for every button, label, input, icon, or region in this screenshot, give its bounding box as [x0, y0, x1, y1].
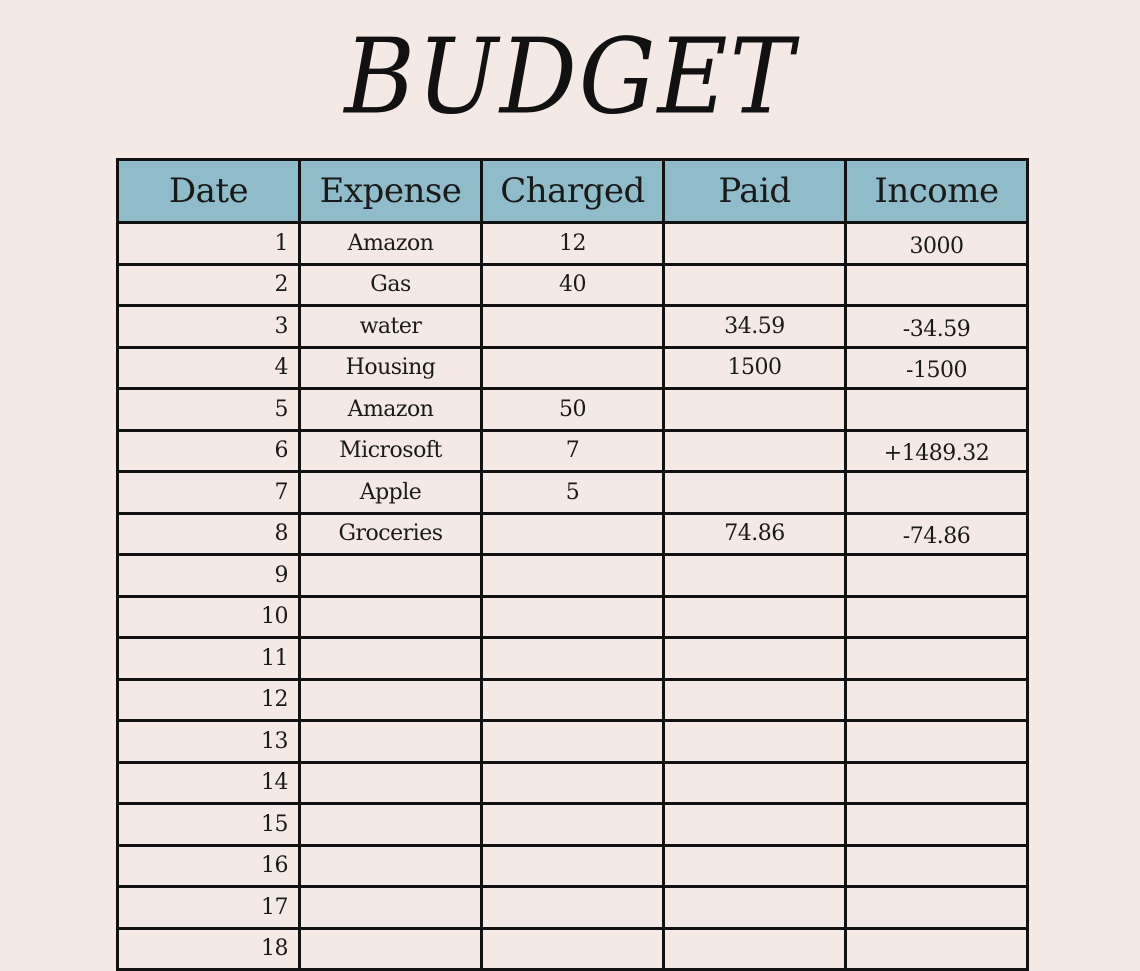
cell-paid[interactable]	[664, 472, 846, 514]
table-row	[118, 555, 1028, 597]
cell-expense[interactable]: Gas	[300, 264, 482, 306]
cell-paid[interactable]	[664, 555, 846, 597]
cell-expense[interactable]	[300, 721, 482, 763]
cell-expense[interactable]	[300, 762, 482, 804]
cell-charged[interactable]	[482, 513, 664, 555]
cell-income[interactable]	[846, 638, 1028, 680]
cell-income[interactable]	[846, 721, 1028, 763]
cell-income[interactable]	[846, 264, 1028, 306]
cell-income[interactable]	[846, 555, 1028, 597]
cell-income[interactable]	[846, 928, 1028, 970]
cell-paid[interactable]	[664, 928, 846, 970]
cell-date[interactable]: 3	[118, 306, 300, 348]
cell-paid[interactable]	[664, 762, 846, 804]
cell-date[interactable]: 11	[118, 638, 300, 680]
cell-income[interactable]	[846, 762, 1028, 804]
cell-expense[interactable]	[300, 596, 482, 638]
cell-charged[interactable]: 7	[482, 430, 664, 472]
cell-charged[interactable]	[482, 679, 664, 721]
table-row	[118, 306, 1028, 348]
cell-paid[interactable]	[664, 887, 846, 929]
table-row	[118, 264, 1028, 306]
column-header-paid: Paid	[664, 160, 846, 223]
cell-paid[interactable]: 74.86	[664, 513, 846, 555]
cell-paid[interactable]: 34.59	[664, 306, 846, 348]
cell-date[interactable]: 6	[118, 430, 300, 472]
cell-charged[interactable]: 40	[482, 264, 664, 306]
table-row	[118, 845, 1028, 887]
table-row	[118, 347, 1028, 389]
table-row	[118, 928, 1028, 970]
cell-expense[interactable]	[300, 555, 482, 597]
table-row	[118, 887, 1028, 929]
cell-expense[interactable]: Microsoft	[300, 430, 482, 472]
cell-paid[interactable]	[664, 264, 846, 306]
column-header-income: Income	[846, 160, 1028, 223]
table-row	[118, 638, 1028, 680]
cell-date[interactable]: 18	[118, 928, 300, 970]
cell-expense[interactable]	[300, 845, 482, 887]
cell-income[interactable]: -34.59	[846, 306, 1028, 348]
table-row	[118, 389, 1028, 431]
table-row	[118, 596, 1028, 638]
table-row	[118, 472, 1028, 514]
cell-date[interactable]: 1	[118, 223, 300, 265]
cell-income[interactable]	[846, 596, 1028, 638]
cell-date[interactable]: 7	[118, 472, 300, 514]
cell-expense[interactable]: Amazon	[300, 389, 482, 431]
column-header-date: Date	[118, 160, 300, 223]
cell-date[interactable]: 5	[118, 389, 300, 431]
cell-date[interactable]: 2	[118, 264, 300, 306]
cell-paid[interactable]	[664, 389, 846, 431]
table-row	[118, 804, 1028, 846]
cell-expense[interactable]: water	[300, 306, 482, 348]
cell-date[interactable]: 9	[118, 555, 300, 597]
cell-paid[interactable]	[664, 679, 846, 721]
header-row	[118, 160, 1028, 223]
cell-charged[interactable]	[482, 596, 664, 638]
cell-date[interactable]: 17	[118, 887, 300, 929]
cell-paid[interactable]	[664, 223, 846, 265]
cell-income[interactable]	[846, 887, 1028, 929]
table-row	[118, 679, 1028, 721]
column-header-expense: Expense	[300, 160, 482, 223]
cell-paid[interactable]	[664, 804, 846, 846]
cell-expense[interactable]: Apple	[300, 472, 482, 514]
cell-expense[interactable]	[300, 887, 482, 929]
cell-charged[interactable]	[482, 928, 664, 970]
table-row	[118, 513, 1028, 555]
cell-paid[interactable]	[664, 638, 846, 680]
cell-expense[interactable]	[300, 679, 482, 721]
cell-expense[interactable]: Amazon	[300, 223, 482, 265]
cell-charged[interactable]	[482, 347, 664, 389]
cell-income[interactable]: +1489.32	[846, 430, 1028, 472]
cell-date[interactable]: 12	[118, 679, 300, 721]
cell-charged[interactable]	[482, 721, 664, 763]
cell-charged[interactable]	[482, 638, 664, 680]
table-row	[118, 223, 1028, 265]
cell-charged[interactable]	[482, 804, 664, 846]
cell-date[interactable]: 15	[118, 804, 300, 846]
cell-income[interactable]	[846, 804, 1028, 846]
cell-charged[interactable]	[482, 887, 664, 929]
cell-date[interactable]: 10	[118, 596, 300, 638]
cell-charged[interactable]: 50	[482, 389, 664, 431]
cell-expense[interactable]: Housing	[300, 347, 482, 389]
cell-paid[interactable]	[664, 596, 846, 638]
cell-charged[interactable]	[482, 306, 664, 348]
cell-charged[interactable]: 5	[482, 472, 664, 514]
cell-income[interactable]	[846, 472, 1028, 514]
cell-expense[interactable]	[300, 638, 482, 680]
cell-income[interactable]	[846, 845, 1028, 887]
table-row	[118, 762, 1028, 804]
table-body	[118, 223, 1028, 970]
page-title: BUDGET	[344, 16, 796, 138]
cell-paid[interactable]: 1500	[664, 347, 846, 389]
cell-date[interactable]: 13	[118, 721, 300, 763]
cell-date[interactable]: 16	[118, 845, 300, 887]
cell-income[interactable]	[846, 679, 1028, 721]
cell-charged[interactable]	[482, 555, 664, 597]
cell-paid[interactable]	[664, 721, 846, 763]
cell-income[interactable]: 3000	[846, 223, 1028, 265]
cell-paid[interactable]	[664, 845, 846, 887]
cell-charged[interactable]: 12	[482, 223, 664, 265]
column-header-charged: Charged	[482, 160, 664, 223]
cell-expense[interactable]	[300, 804, 482, 846]
table-row	[118, 721, 1028, 763]
cell-date[interactable]: 8	[118, 513, 300, 555]
cell-expense[interactable]	[300, 928, 482, 970]
cell-date[interactable]: 4	[118, 347, 300, 389]
cell-income[interactable]: -1500	[846, 347, 1028, 389]
budget-table	[116, 158, 1029, 971]
cell-charged[interactable]	[482, 845, 664, 887]
cell-income[interactable]: -74.86	[846, 513, 1028, 555]
cell-income[interactable]	[846, 389, 1028, 431]
table-row	[118, 430, 1028, 472]
cell-paid[interactable]	[664, 430, 846, 472]
cell-date[interactable]: 14	[118, 762, 300, 804]
cell-expense[interactable]: Groceries	[300, 513, 482, 555]
cell-charged[interactable]	[482, 762, 664, 804]
